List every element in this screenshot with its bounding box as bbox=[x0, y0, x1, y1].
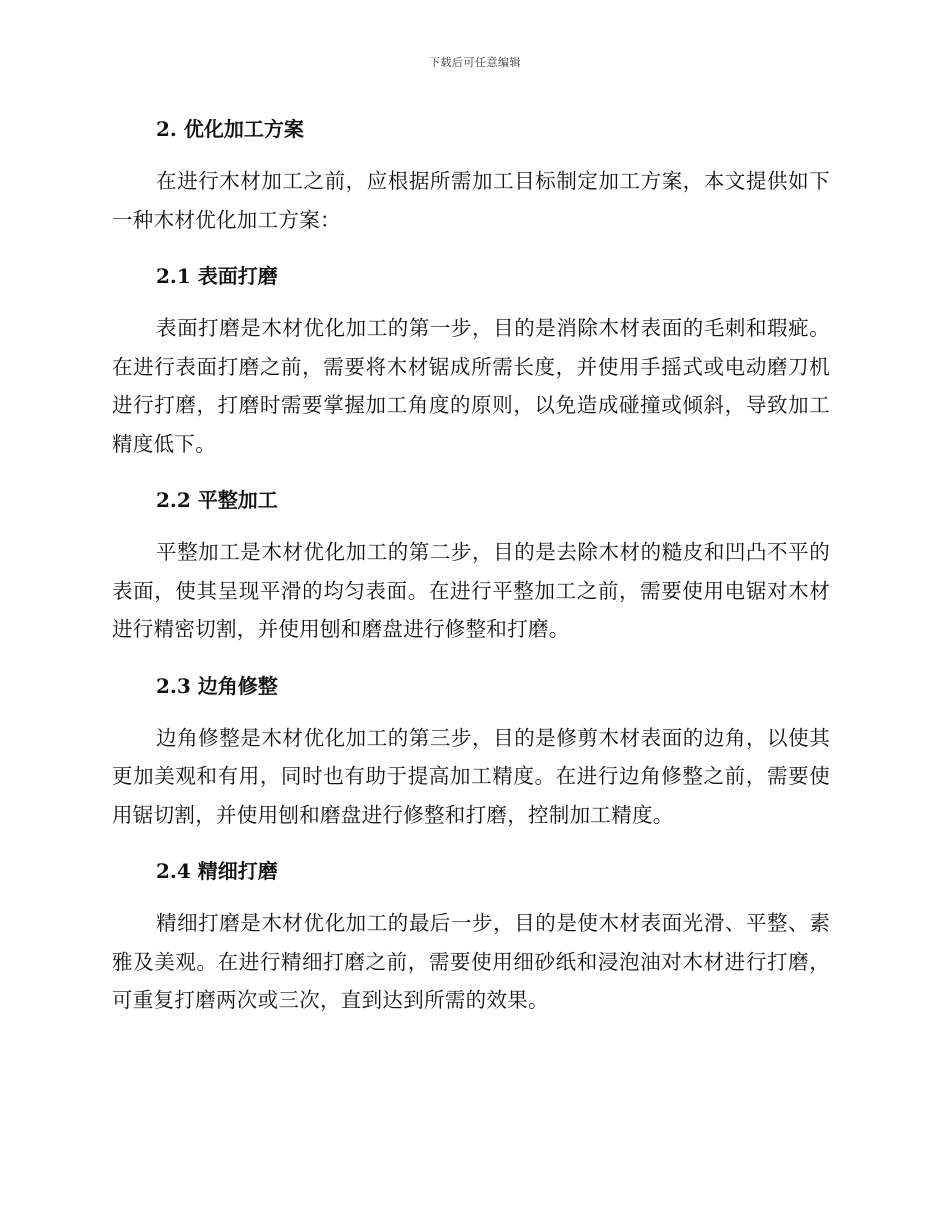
subsection-paragraph-2-3: 边角修整是木材优化加工的第三步，目的是修剪木材表面的边角，以使其更加美观和有用，同时也有助于提高加工精度。在进行边角修整之前，需要使用锯切割，并使用刨和磨盘进行修整和打磨，控制加工精度。 bbox=[112, 725, 830, 827]
subsection-heading-2-4: 2.4 精细打磨 bbox=[156, 859, 278, 883]
section-heading: 2. 优化加工方案 bbox=[156, 117, 304, 141]
subsection-paragraph-2-4: 精细打磨是木材优化加工的最后一步，目的是使木材表面光滑、平整、素雅及美观。在进行精细打磨之前，需要使用细砂纸和浸泡油对木材进行打磨，可重复打磨两次或三次，直到达到所需的效果。 bbox=[112, 911, 830, 1012]
subsection-heading-2-1: 2.1 表面打磨 bbox=[156, 264, 278, 288]
subsection-heading-2-2: 2.2 平整加工 bbox=[156, 488, 278, 512]
header-note: 下载后可任意编辑 bbox=[429, 56, 521, 69]
subsection-paragraph-2-1: 表面打磨是木材优化加工的第一步，目的是消除木材表面的毛刺和瑕疵。在进行表面打磨之前，需要将木材锯成所需长度，并使用手摇式或电动磨刀机进行打磨，打磨时需要掌握加工角度的原则，以免造成碰撞或倾斜，导致加工精度低下。 bbox=[112, 316, 830, 456]
subsection-paragraph-2-2: 平整加工是木材优化加工的第二步，目的是去除木材的糙皮和凹凸不平的表面，使其呈现平滑的均匀表面。在进行平整加工之前，需要使用电锯对木材进行精密切割，并使用刨和磨盘进行修整和打磨。 bbox=[112, 540, 830, 641]
document-body bbox=[112, 108, 830, 1036]
intro-paragraph: 在进行木材加工之前，应根据所需加工目标制定加工方案，本文提供如下一种木材优化加工方案： bbox=[112, 169, 830, 232]
subsection-heading-2-3: 2.3 边角修整 bbox=[156, 673, 278, 698]
